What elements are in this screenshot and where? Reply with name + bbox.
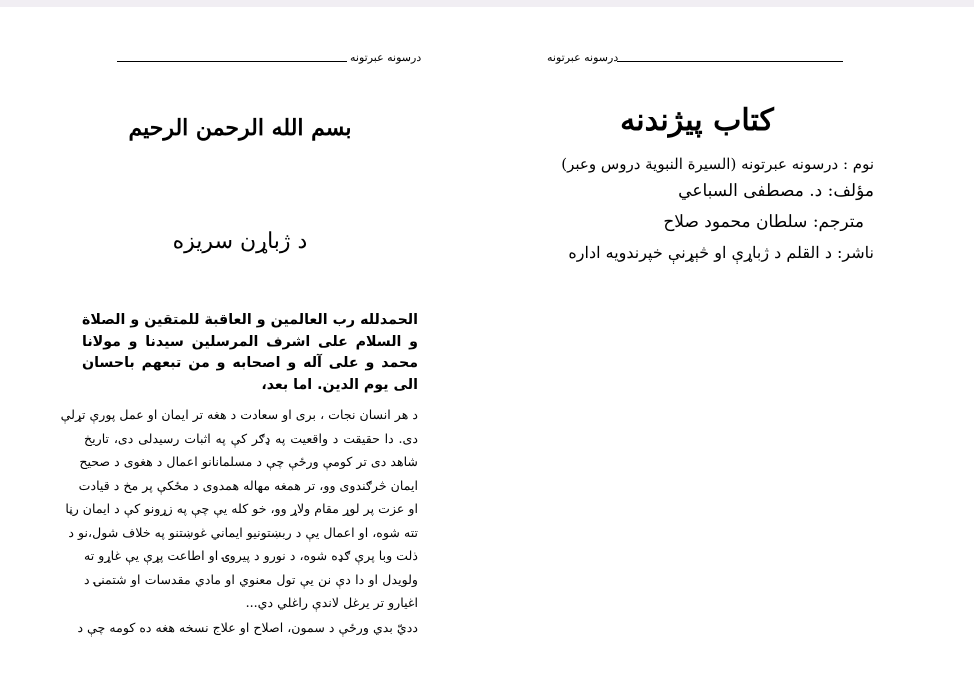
body-line: ايمان څرګندوى وو، تر همغه مهاله همدوى د مځکې پر مخ د قيادت <box>78 477 418 493</box>
info-publisher: ناشر: د القلم د ژباړې او څېړنې خپرندويه اداره <box>568 243 874 262</box>
running-header: درسونه عبرتونه <box>547 51 619 64</box>
preface-body <box>60 403 418 639</box>
header-rule <box>117 61 347 62</box>
top-strip <box>0 0 974 7</box>
right-page <box>487 7 974 699</box>
basmala: بسم الله الرحمن الرحيم <box>128 115 352 141</box>
body-line: د هر انسان نجات ، برى او سعادت د هغه تر ايمان او عمل پورې تړلې <box>60 407 418 422</box>
body-line: شاهد دى تر کومې ورځې چې د مسلمانانو اعمال د هغوى د صحيح <box>79 454 418 469</box>
header-rule <box>617 61 843 62</box>
info-translator: مترجم: سلطان محمود صلاح <box>663 212 864 232</box>
body-line: تته شوه، او اعمال يې د ربښتونيو ايماني غوښتنو په خلاف شول،نو د <box>68 524 418 540</box>
body-line: او عزت پر لوړ مقام ولاړ وو، خو کله يې چې په زړونو کې د ايمان رڼا <box>65 501 418 516</box>
body-line: دديّ بدي ورځې د سمون، اصلاح او علاج نسخه هغه ده کومه چې د <box>77 619 418 635</box>
body-line: اغيارو تر يرغل لاندې راغلي دي... <box>245 595 418 610</box>
left-page <box>0 7 487 699</box>
body-line: ذلت وبا پرې ګډه شوه، د نورو د پيروۍ او اطاعت پړې يې غاړو ته <box>84 548 418 563</box>
body-line: دى. دا حقيقت د واقعيت په ډګر کې په اثبات رسيدلى دى، تاريخ <box>84 430 418 446</box>
preface-title: د ژباړن سريزه <box>172 229 308 254</box>
body-line: ولويدل او دا دې نن يې تول معنوي او مادي مقدسات او شتمنۍ د <box>84 571 418 587</box>
running-header: درسونه عبرتونه <box>350 51 422 64</box>
info-author: مؤلف: د. مصطفى السباعي <box>678 181 874 201</box>
arabic-opening-paragraph: الحمدلله رب العالمين و العاقبة للمتقين و الصلاة و السلام على اشرف المرسلين سيدنا و مولانا محمد و على آله و اصحابه و من تبعهم باحسان الى يوم الدين. اما بعد، <box>82 312 418 393</box>
book-title: کتاب پيژندنه <box>620 103 774 138</box>
info-name: نوم : درسونه عبرتونه (السيرة النبوية دروس وعبر) <box>561 155 874 173</box>
